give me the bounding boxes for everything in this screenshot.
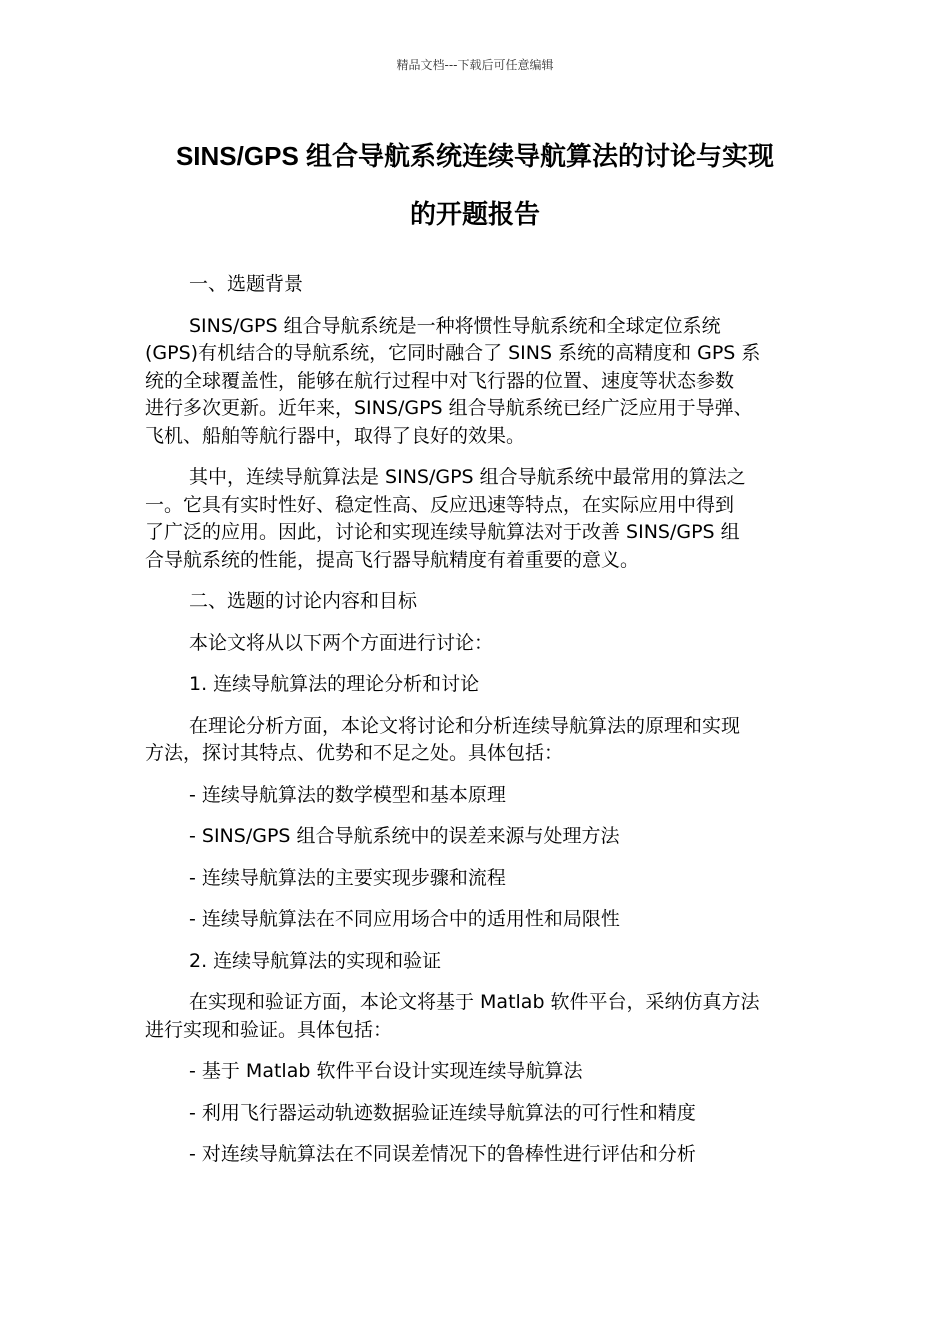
- paragraph-line: 进行多次更新。近年来，SINS/GPS 组合导航系统已经广泛应用于导弹、: [145, 397, 753, 419]
- document-title: [140, 134, 810, 236]
- paragraph-line: 飞机、船舶等航行器中，取得了良好的效果。: [145, 424, 526, 447]
- paragraph-line: 方法，探讨其特点、优势和不足之处。具体包括：: [145, 742, 564, 764]
- paragraph-line: 在实现和验证方面，本论文将基于 Matlab 软件平台，采纳仿真方法: [189, 991, 760, 1013]
- paragraph-line: 一。它具有实时性好、稳定性高、反应迅速等特点，在实际应用中得到: [145, 493, 735, 516]
- paragraph-line: 进行实现和验证。具体包括：: [145, 1018, 393, 1041]
- paragraph-line: 合导航系统的性能，提高飞行器导航精度有着重要的意义。: [145, 548, 640, 571]
- paragraph-implementation: [145, 989, 810, 1044]
- paragraph-intro: 本论文将从以下两个方面进行讨论：: [189, 631, 494, 654]
- header-note: 精品文档---下载后可任意编辑: [396, 58, 554, 72]
- paragraph-line: SINS/GPS 组合导航系统是一种将惯性导航系统和全球定位系统: [189, 314, 721, 337]
- paragraph-line: (GPS)有机结合的导航系统，它同时融合了 SINS 系统的高精度和 GPS 系: [145, 342, 761, 364]
- list-item: - 连续导航算法的数学模型和基本原理: [189, 783, 506, 806]
- paragraph-line: 统的全球覆盖性，能够在航行过程中对飞行器的位置、速度等状态参数: [145, 369, 735, 392]
- list-item: - SINS/GPS 组合导航系统中的误差来源与处理方法: [189, 825, 620, 847]
- list-item: - 基于 Matlab 软件平台设计实现连续导航算法: [189, 1060, 583, 1082]
- list-item: - 连续导航算法的主要实现步骤和流程: [189, 866, 506, 889]
- section-heading-1: 一、选题背景: [189, 273, 304, 295]
- paragraph-theory: [145, 713, 810, 768]
- list-item: - 连续导航算法在不同应用场合中的适用性和局限性: [189, 908, 620, 930]
- title-line-2: 的开题报告: [409, 199, 540, 229]
- list-item: - 对连续导航算法在不同误差情况下的鲁棒性进行评估和分析: [189, 1143, 696, 1165]
- document-body: [145, 271, 810, 1183]
- paragraph-line: 了广泛的应用。因此，讨论和实现连续导航算法对于改善 SINS/GPS 组: [145, 521, 740, 543]
- paragraph-background-2: [145, 464, 810, 574]
- paragraph-background-1: [145, 313, 810, 451]
- paragraph-line: 其中，连续导航算法是 SINS/GPS 组合导航系统中最常用的算法之: [189, 466, 746, 488]
- title-line-1: SINS/GPS 组合导航系统连续导航算法的讨论与实现: [175, 141, 775, 171]
- paragraph-line: 在理论分析方面，本论文将讨论和分析连续导航算法的原理和实现: [189, 714, 741, 737]
- list-item: - 利用飞行器运动轨迹数据验证连续导航算法的可行性和精度: [189, 1101, 696, 1124]
- section-heading-2: 二、选题的讨论内容和目标: [189, 590, 418, 612]
- numbered-item-2: 2. 连续导航算法的实现和验证: [189, 949, 442, 972]
- numbered-item-1: 1. 连续导航算法的理论分析和讨论: [189, 673, 480, 695]
